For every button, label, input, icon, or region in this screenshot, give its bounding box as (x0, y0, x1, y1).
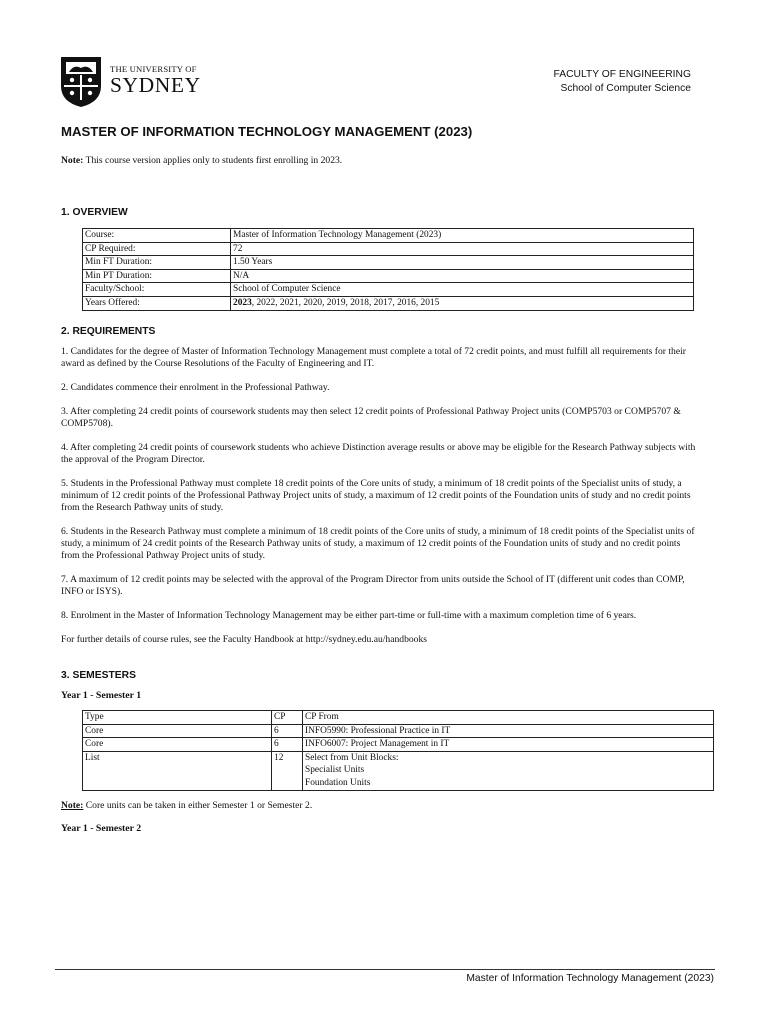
requirements-list (61, 346, 701, 658)
table-row (83, 738, 714, 752)
requirement-item: 2. Candidates commence their enrolment in the Professional Pathway. (61, 382, 330, 393)
page-footer: Master of Information Technology Management (2023) (466, 973, 714, 984)
faculty-name: FACULTY OF ENGINEERING (553, 69, 691, 80)
requirement-item: 1. Candidates for the degree of Master of Information Technology Management must complete a total of 72 credit points, and must fulfill all requirements for their award as defined by the Course Resolutions of the Faculty of Engineering and IT. (61, 346, 686, 369)
overview-label: Course: (83, 229, 231, 243)
requirement-item: 7. A maximum of 12 credit points may be selected with the approval of the Program Director from units outside the School of IT (different unit codes than COMP, INFO or ISYS). (61, 574, 685, 597)
header-cp: CP (272, 711, 303, 725)
university-crest-icon (60, 56, 102, 108)
table-row (83, 751, 714, 790)
university-name-big: SYDNEY (110, 72, 201, 97)
unit-type: List (83, 751, 272, 790)
unit-block-intro: Select from Unit Blocks: (305, 752, 399, 763)
header-type: Type (83, 711, 272, 725)
overview-table (82, 228, 694, 311)
unit-cp: 6 (272, 738, 303, 752)
note-text: This course version applies only to students first enrolling in 2023. (83, 155, 343, 166)
requirement-item: 8. Enrolment in the Master of Information Technology Management may be either part-time or full-time with a maximum completion time of 6 years. (61, 610, 637, 621)
unit-type: Core (83, 724, 272, 738)
overview-label: Faculty/School: (83, 283, 231, 297)
requirement-item: 3. After completing 24 credit points of coursework students may then select 12 credit points of Professional Pathway Project units (COMP5703 or COMP5707 & COMP5708). (61, 406, 681, 429)
unit-name: INFO5990: Professional Practice in IT (303, 724, 714, 738)
overview-value: 1.50 Years (231, 256, 694, 270)
requirement-item: 5. Students in the Professional Pathway must complete 18 credit points of the Core units of study, a minimum of 18 credit points of the Specialist units of study, a minimum of 12 credit points of the Professional Pathway Project units of study, a maximum of 12 credit points of the Foundation units of study and no credit points from the Research Pathway units of study. (61, 478, 691, 513)
unit-block-option: Specialist Units (305, 765, 365, 776)
overview-heading: 1. OVERVIEW (61, 207, 128, 218)
table-row (83, 283, 694, 297)
overview-value: N/A (231, 269, 694, 283)
table-header-row (83, 711, 714, 725)
unit-cp: 6 (272, 724, 303, 738)
overview-label: CP Required: (83, 242, 231, 256)
unit-name: INFO6007: Project Management in IT (303, 738, 714, 752)
school-name: School of Computer Science (560, 83, 691, 94)
previous-years: , 2022, 2021, 2020, 2019, 2018, 2017, 2016, 2015 (251, 297, 440, 308)
handbook-reference: For further details of course rules, see the Faculty Handbook at http://sydney.edu.au/handbooks (61, 634, 427, 645)
table-row (83, 269, 694, 283)
years-offered-value (231, 296, 694, 310)
table-row (83, 256, 694, 270)
course-note (61, 155, 342, 166)
core-note-label: Note: (61, 800, 84, 811)
table-row (83, 229, 694, 243)
overview-label: Min FT Duration: (83, 256, 231, 270)
current-year: 2023 (233, 297, 252, 308)
requirement-item: 4. After completing 24 credit points of coursework students who achieve Distinction average results or above may be eligible for the Research Pathway subjects with the approval of the Program Director. (61, 442, 696, 465)
unit-type: Core (83, 738, 272, 752)
page-title: MASTER OF INFORMATION TECHNOLOGY MANAGEMENT (2023) (61, 124, 473, 139)
table-row (83, 242, 694, 256)
overview-value: School of Computer Science (231, 283, 694, 297)
table-row (83, 724, 714, 738)
note-label: Note: (61, 155, 84, 166)
university-logo (60, 56, 220, 108)
overview-value: Master of Information Technology Management (2023) (231, 229, 694, 243)
footer-divider (55, 969, 715, 970)
table-row (83, 296, 694, 310)
semester-table (82, 710, 714, 791)
unit-block-options (303, 751, 714, 790)
requirements-heading: 2. REQUIREMENTS (61, 326, 156, 337)
core-units-note (61, 800, 701, 812)
unit-block-option: Foundation Units (305, 777, 371, 788)
unit-cp: 12 (272, 751, 303, 790)
university-name-small: THE UNIVERSITY OF (110, 64, 197, 74)
overview-value: 72 (231, 242, 694, 256)
semester-title: Year 1 - Semester 1 (61, 690, 142, 701)
faculty-block (553, 68, 691, 96)
overview-label: Min PT Duration: (83, 269, 231, 283)
core-note-text: Core units can be taken in either Semester 1 or Semester 2. (83, 800, 313, 811)
header-cp-from: CP From (303, 711, 714, 725)
requirement-item: 6. Students in the Research Pathway must complete a minimum of 18 credit points of the Core units of study, a minimum of 18 credit points of the Specialist units of study, a minimum of 24 credit points of the Research Pathway units of study, a maximum of 12 credit points of the Foundation units of study and no credit points from the Professional Pathway Project units of study. (61, 526, 695, 561)
overview-label: Years Offered: (83, 296, 231, 310)
semester-title: Year 1 - Semester 2 (61, 823, 142, 834)
semesters-heading: 3. SEMESTERS (61, 670, 136, 681)
